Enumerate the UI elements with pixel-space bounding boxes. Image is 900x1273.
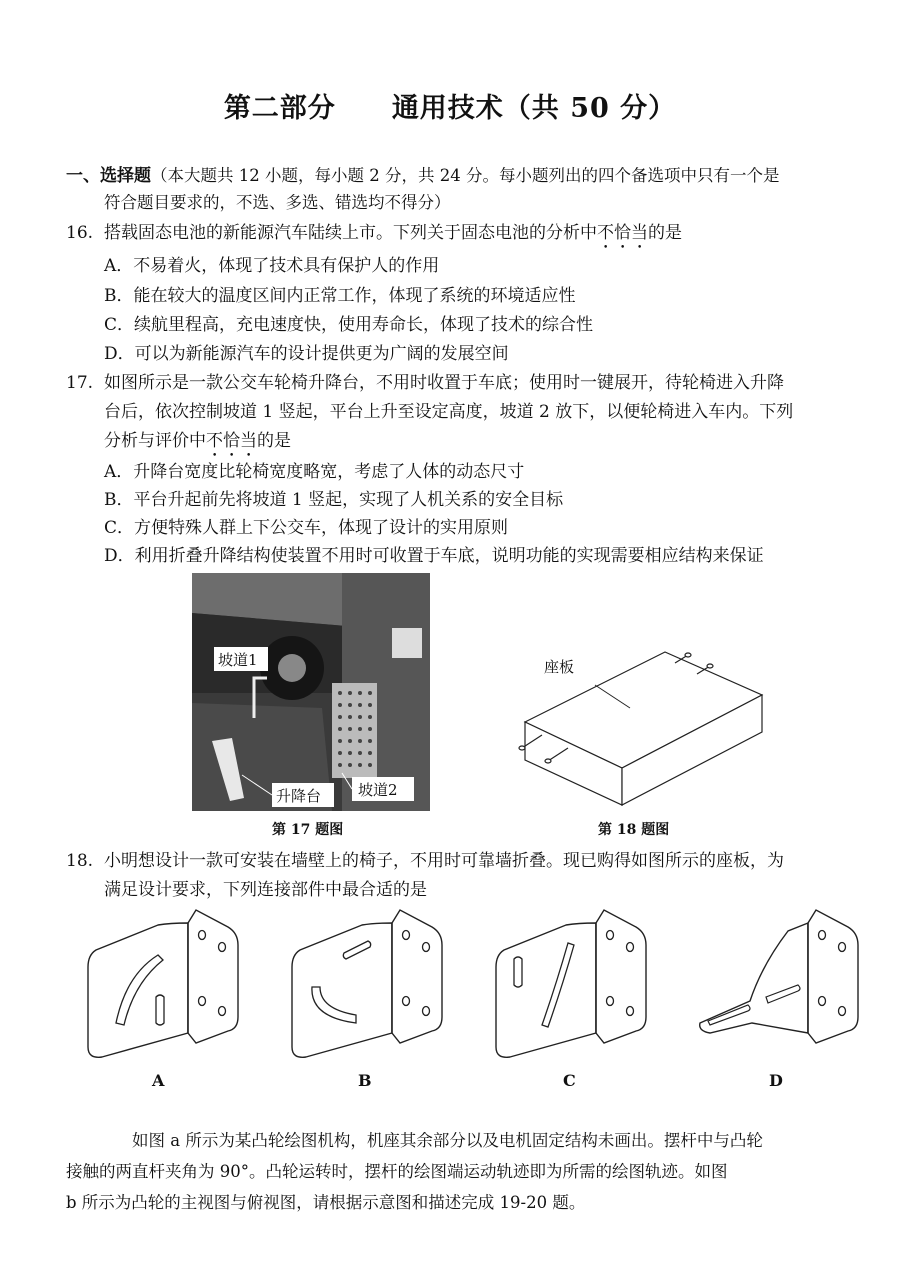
section-desc-2: 符合题目要求的，不选、多选、错选均不得分） <box>104 193 451 212</box>
q17-emphasis: 不恰当 <box>206 431 257 451</box>
q16-number: 16. <box>66 223 94 243</box>
q16-option-b: B．能在较大的温度区间内正常工作，体现了系统的环境适应性 <box>104 286 576 306</box>
choice-label-a: A <box>152 1071 165 1090</box>
bracket-d-drawing <box>690 905 870 1065</box>
q16-stem-text: 搭载固态电池的新能源汽车陆续上市。下列关于固态电池的分析中 <box>104 223 597 243</box>
subject-label: 通用技术（共 50 分） <box>391 93 677 124</box>
q16-emphasis: 不恰当 <box>597 223 648 243</box>
part-title <box>0 86 900 125</box>
choice-label-c: C <box>563 1071 576 1090</box>
label-ramp1: 坡道1 <box>218 651 258 669</box>
q16-stem-end: 的是 <box>648 223 682 243</box>
section-heading <box>66 161 779 186</box>
fig18-seat-board <box>500 640 770 810</box>
q17-stem-1 <box>66 368 784 393</box>
intro-line-3: b 所示为凸轮的主视图与俯视图，请根据示意图和描述完成 19-20 题。 <box>66 1193 586 1212</box>
q16-stem <box>66 218 682 253</box>
label-seat-board: 座板 <box>544 658 575 676</box>
bracket-c <box>486 905 656 1065</box>
label-platform: 升降台 <box>276 787 322 805</box>
bracket-a <box>78 905 248 1065</box>
q17-option-a: A．升降台宽度比轮椅宽度略宽，考虑了人体的动态尺寸 <box>104 462 525 482</box>
bus-lift-photo <box>192 573 430 811</box>
part-label: 第二部分 <box>223 93 336 124</box>
section-desc-1: （本大题共 12 小题，每小题 2 分，共 24 分。每小题列出的四个备选项中只有一个是 <box>151 166 780 185</box>
choice-label-b: B <box>358 1071 372 1090</box>
fig18-caption: 第 18 题图 <box>598 822 670 838</box>
bracket-b <box>282 905 452 1065</box>
bracket-b-drawing <box>282 905 452 1065</box>
label-ramp2: 坡道2 <box>358 781 398 799</box>
intro-line-2: 接触的两直杆夹角为 90°。凸轮运转时，摆杆的绘图端运动轨迹即为所需的绘图轨迹。如图 <box>66 1162 728 1181</box>
q17-stem-text-3: 分析与评价中 <box>104 431 206 451</box>
q16-option-c: C．续航里程高，充电速度快，使用寿命长，体现了技术的综合性 <box>104 315 594 335</box>
q17-option-c: C．方便特殊人群上下公交车，体现了设计的实用原则 <box>104 518 509 538</box>
choice-label-d: D <box>769 1071 783 1090</box>
bracket-d <box>690 905 870 1065</box>
q18-stem-1 <box>66 846 784 871</box>
q18-stem-2: 满足设计要求，下列连接部件中最合适的是 <box>104 880 427 900</box>
q16-option-d: D．可以为新能源汽车的设计提供更为广阔的发展空间 <box>104 344 509 364</box>
q17-number: 17. <box>66 373 94 393</box>
q18-number: 18. <box>66 851 94 871</box>
q17-option-d: D．利用折叠升降结构使装置不用时可收置于车底，说明功能的实现需要相应结构来保证 <box>104 546 764 566</box>
q17-option-b: B．平台升起前先将坡道 1 竖起，实现了人机关系的安全目标 <box>104 490 564 510</box>
intro-line-1: 如图 a 所示为某凸轮绘图机构，机座其余部分以及电机固定结构未画出。摆杆中与凸轮 <box>132 1131 763 1150</box>
q17-stem-3 <box>104 426 291 461</box>
intro-paragraph <box>66 1125 872 1218</box>
fig17-photo <box>192 573 430 811</box>
seat-board-drawing <box>500 640 770 810</box>
bracket-a-drawing <box>78 905 248 1065</box>
q17-stem-text-1: 如图所示是一款公交车轮椅升降台，不用时收置于车底；使用时一键展开，待轮椅进入升降 <box>104 373 784 393</box>
q18-stem-text-1: 小明想设计一款可安装在墙壁上的椅子，不用时可靠墙折叠。现已购得如图所示的座板，为 <box>104 851 784 871</box>
q16-option-a: A．不易着火，体现了技术具有保护人的作用 <box>104 256 440 276</box>
bracket-c-drawing <box>486 905 656 1065</box>
fig17-caption: 第 17 题图 <box>272 822 344 838</box>
q17-stem-end: 的是 <box>257 431 291 451</box>
section-label: 一、选择题 <box>66 166 151 186</box>
q17-stem-2: 台后，依次控制坡道 1 竖起，平台上升至设定高度，坡道 2 放下，以便轮椅进入车内。下列 <box>104 402 794 422</box>
